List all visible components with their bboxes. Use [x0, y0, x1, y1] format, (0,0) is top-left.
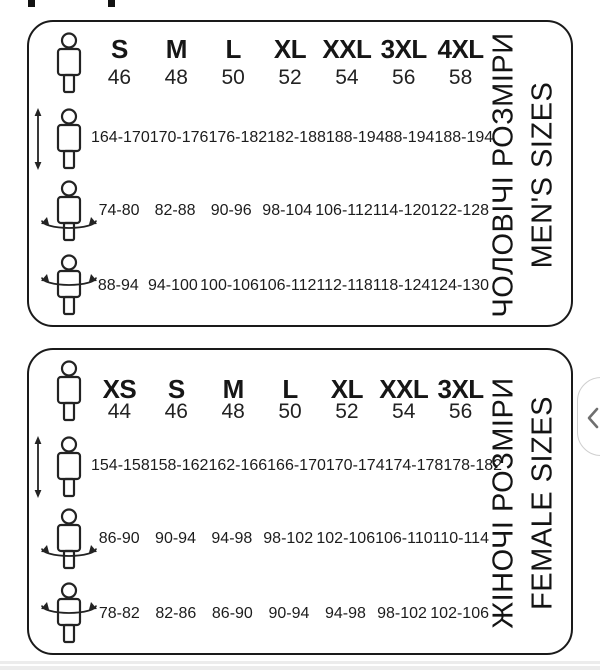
range-value: 154-158: [91, 457, 150, 474]
chest-girth-icon: [41, 582, 97, 649]
height-measure-icon: [33, 436, 91, 503]
range-value: 166-170: [267, 457, 326, 474]
size-label: S: [167, 374, 185, 404]
size-number: 50: [221, 66, 245, 89]
size-number: 52: [335, 400, 359, 423]
size-label: S: [111, 34, 128, 64]
range-value: 94-98: [325, 605, 366, 622]
size-number: 46: [107, 66, 132, 89]
size-numbers-row: [91, 400, 489, 424]
size-label: L: [225, 34, 241, 64]
range-value: 90-94: [155, 530, 196, 547]
range-value: 106-110: [375, 530, 433, 547]
range-value: 188-194: [434, 129, 494, 146]
person-icon: [47, 360, 91, 427]
size-label: M: [222, 374, 244, 404]
range-value: 100-106: [200, 277, 259, 294]
range-value: 110-114: [432, 530, 489, 547]
chest-range-row: [91, 604, 489, 624]
range-value: 90-96: [210, 202, 252, 219]
size-number: 56: [448, 400, 473, 423]
range-value: 98-104: [262, 202, 313, 219]
waist-range-row: [91, 201, 489, 221]
chart-title-ukrainian: ЖІНОЧІ РОЗМІРИ: [487, 377, 520, 629]
size-label: 3XL: [380, 34, 427, 64]
range-value: 86-90: [98, 530, 140, 547]
range-value: 118-124: [372, 277, 431, 294]
range-value: 182-188: [267, 129, 326, 146]
range-value: 88-194: [384, 129, 435, 146]
size-label: L: [282, 374, 298, 404]
range-value: 94-100: [147, 277, 198, 294]
range-value: 102-106: [316, 530, 376, 547]
range-value: 162-166: [208, 457, 268, 474]
range-value: 174-178: [384, 457, 444, 474]
range-value: 112-118: [316, 277, 373, 294]
size-label: 3XL: [437, 374, 484, 404]
size-numbers-row: [91, 66, 489, 90]
range-value: 98-102: [377, 605, 427, 622]
page-divider-strip: [0, 661, 600, 670]
size-number: 54: [335, 66, 359, 89]
range-value: 78-82: [98, 605, 140, 622]
size-label: XL: [330, 374, 363, 404]
height-range-row: [91, 456, 503, 476]
mens-size-chart-card: [27, 20, 573, 327]
range-value: 94-98: [211, 530, 253, 547]
range-value: 124-130: [430, 277, 489, 294]
size-number: 46: [164, 400, 188, 423]
size-label: XXL: [322, 34, 372, 64]
size-label: XXL: [379, 374, 429, 404]
chest-girth-icon: [41, 254, 97, 321]
person-icon: [47, 32, 91, 99]
waist-range-row: [91, 529, 489, 549]
range-value: 106-112: [258, 277, 317, 294]
range-value: 176-182: [208, 129, 268, 146]
range-value: 188-194: [325, 129, 385, 146]
divider-gap: [0, 664, 600, 666]
range-value: 82-86: [155, 605, 197, 622]
size-number: 56: [392, 66, 416, 89]
chart-title-english: FEMALE SIZES: [526, 396, 559, 610]
range-value: 88-94: [97, 277, 139, 294]
range-value: 178-182: [443, 457, 503, 474]
range-value: 82-88: [154, 202, 196, 219]
size-label: XL: [273, 34, 307, 64]
range-value: 86-90: [211, 605, 253, 622]
range-value: 170-174: [325, 457, 385, 474]
chest-range-row: [91, 276, 489, 296]
size-labels-row: [91, 34, 489, 64]
size-number: 58: [448, 66, 473, 89]
size-number: 44: [107, 400, 132, 423]
waist-girth-icon: [41, 180, 97, 247]
carousel-prev-button[interactable]: [577, 377, 600, 456]
chevron-left-icon: [585, 406, 600, 430]
cropped-text-fragment: [108, 0, 115, 7]
size-number: 52: [278, 66, 302, 89]
range-value: 74-80: [98, 202, 140, 219]
height-range-row: [91, 128, 494, 148]
size-number: 48: [221, 400, 245, 423]
size-number: 50: [278, 400, 302, 423]
range-value: 170-176: [149, 129, 209, 146]
range-value: 122-128: [430, 202, 490, 219]
range-value: 98-102: [263, 530, 314, 547]
size-label: XS: [102, 374, 137, 404]
height-measure-icon: [33, 108, 91, 175]
cropped-text-fragment: [28, 0, 35, 7]
range-value: 158-162: [149, 457, 209, 474]
range-value: 106-112: [315, 202, 373, 219]
range-value: 114-120: [372, 202, 431, 219]
size-number: 54: [392, 400, 416, 423]
range-value: 164-170: [91, 129, 150, 146]
waist-girth-icon: [41, 508, 97, 575]
size-label: 4XL: [437, 34, 484, 64]
size-label: M: [165, 34, 187, 64]
womens-size-chart-card: [27, 348, 573, 655]
size-number: 48: [164, 66, 188, 89]
chart-title-english: MEN'S SIZES: [526, 81, 559, 269]
range-value: 102-106: [430, 605, 489, 622]
range-value: 90-94: [268, 605, 310, 622]
chart-title-ukrainian: ЧОЛОВІЧІ РОЗМІРИ: [487, 32, 520, 318]
